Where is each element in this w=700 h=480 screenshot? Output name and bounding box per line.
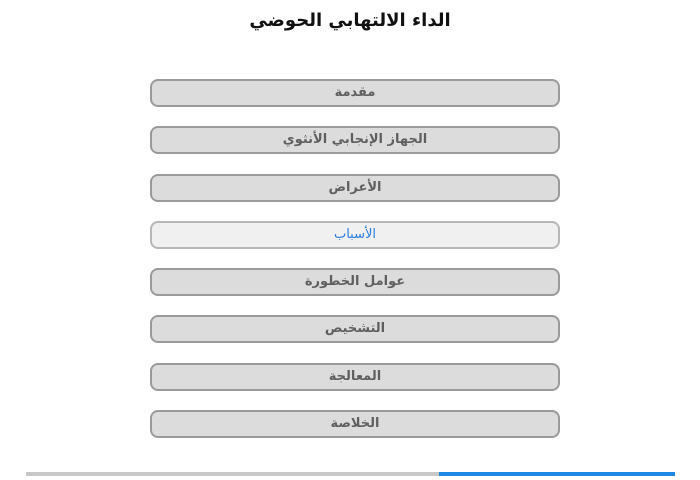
menu-button-risk-factors[interactable]: عوامل الخطورة	[150, 268, 560, 296]
page-title: الداء الالتهابي الحوضي	[249, 10, 451, 31]
menu-button-treatment[interactable]: المعالجة	[150, 363, 560, 391]
menu-button-female-reproductive-system[interactable]: الجهاز الإنجابي الأنثوي	[150, 126, 560, 154]
menu-button-symptoms[interactable]: الأعراض	[150, 174, 560, 202]
chapter-menu	[150, 79, 560, 457]
menu-button-diagnosis[interactable]: التشخيص	[150, 315, 560, 343]
progress-bar	[26, 472, 675, 476]
menu-button-causes[interactable]: الأسباب	[150, 221, 560, 249]
menu-button-summary[interactable]: الخلاصة	[150, 410, 560, 438]
menu-button-introduction[interactable]: مقدمة	[150, 79, 560, 107]
progress-bar-fill	[439, 472, 675, 476]
